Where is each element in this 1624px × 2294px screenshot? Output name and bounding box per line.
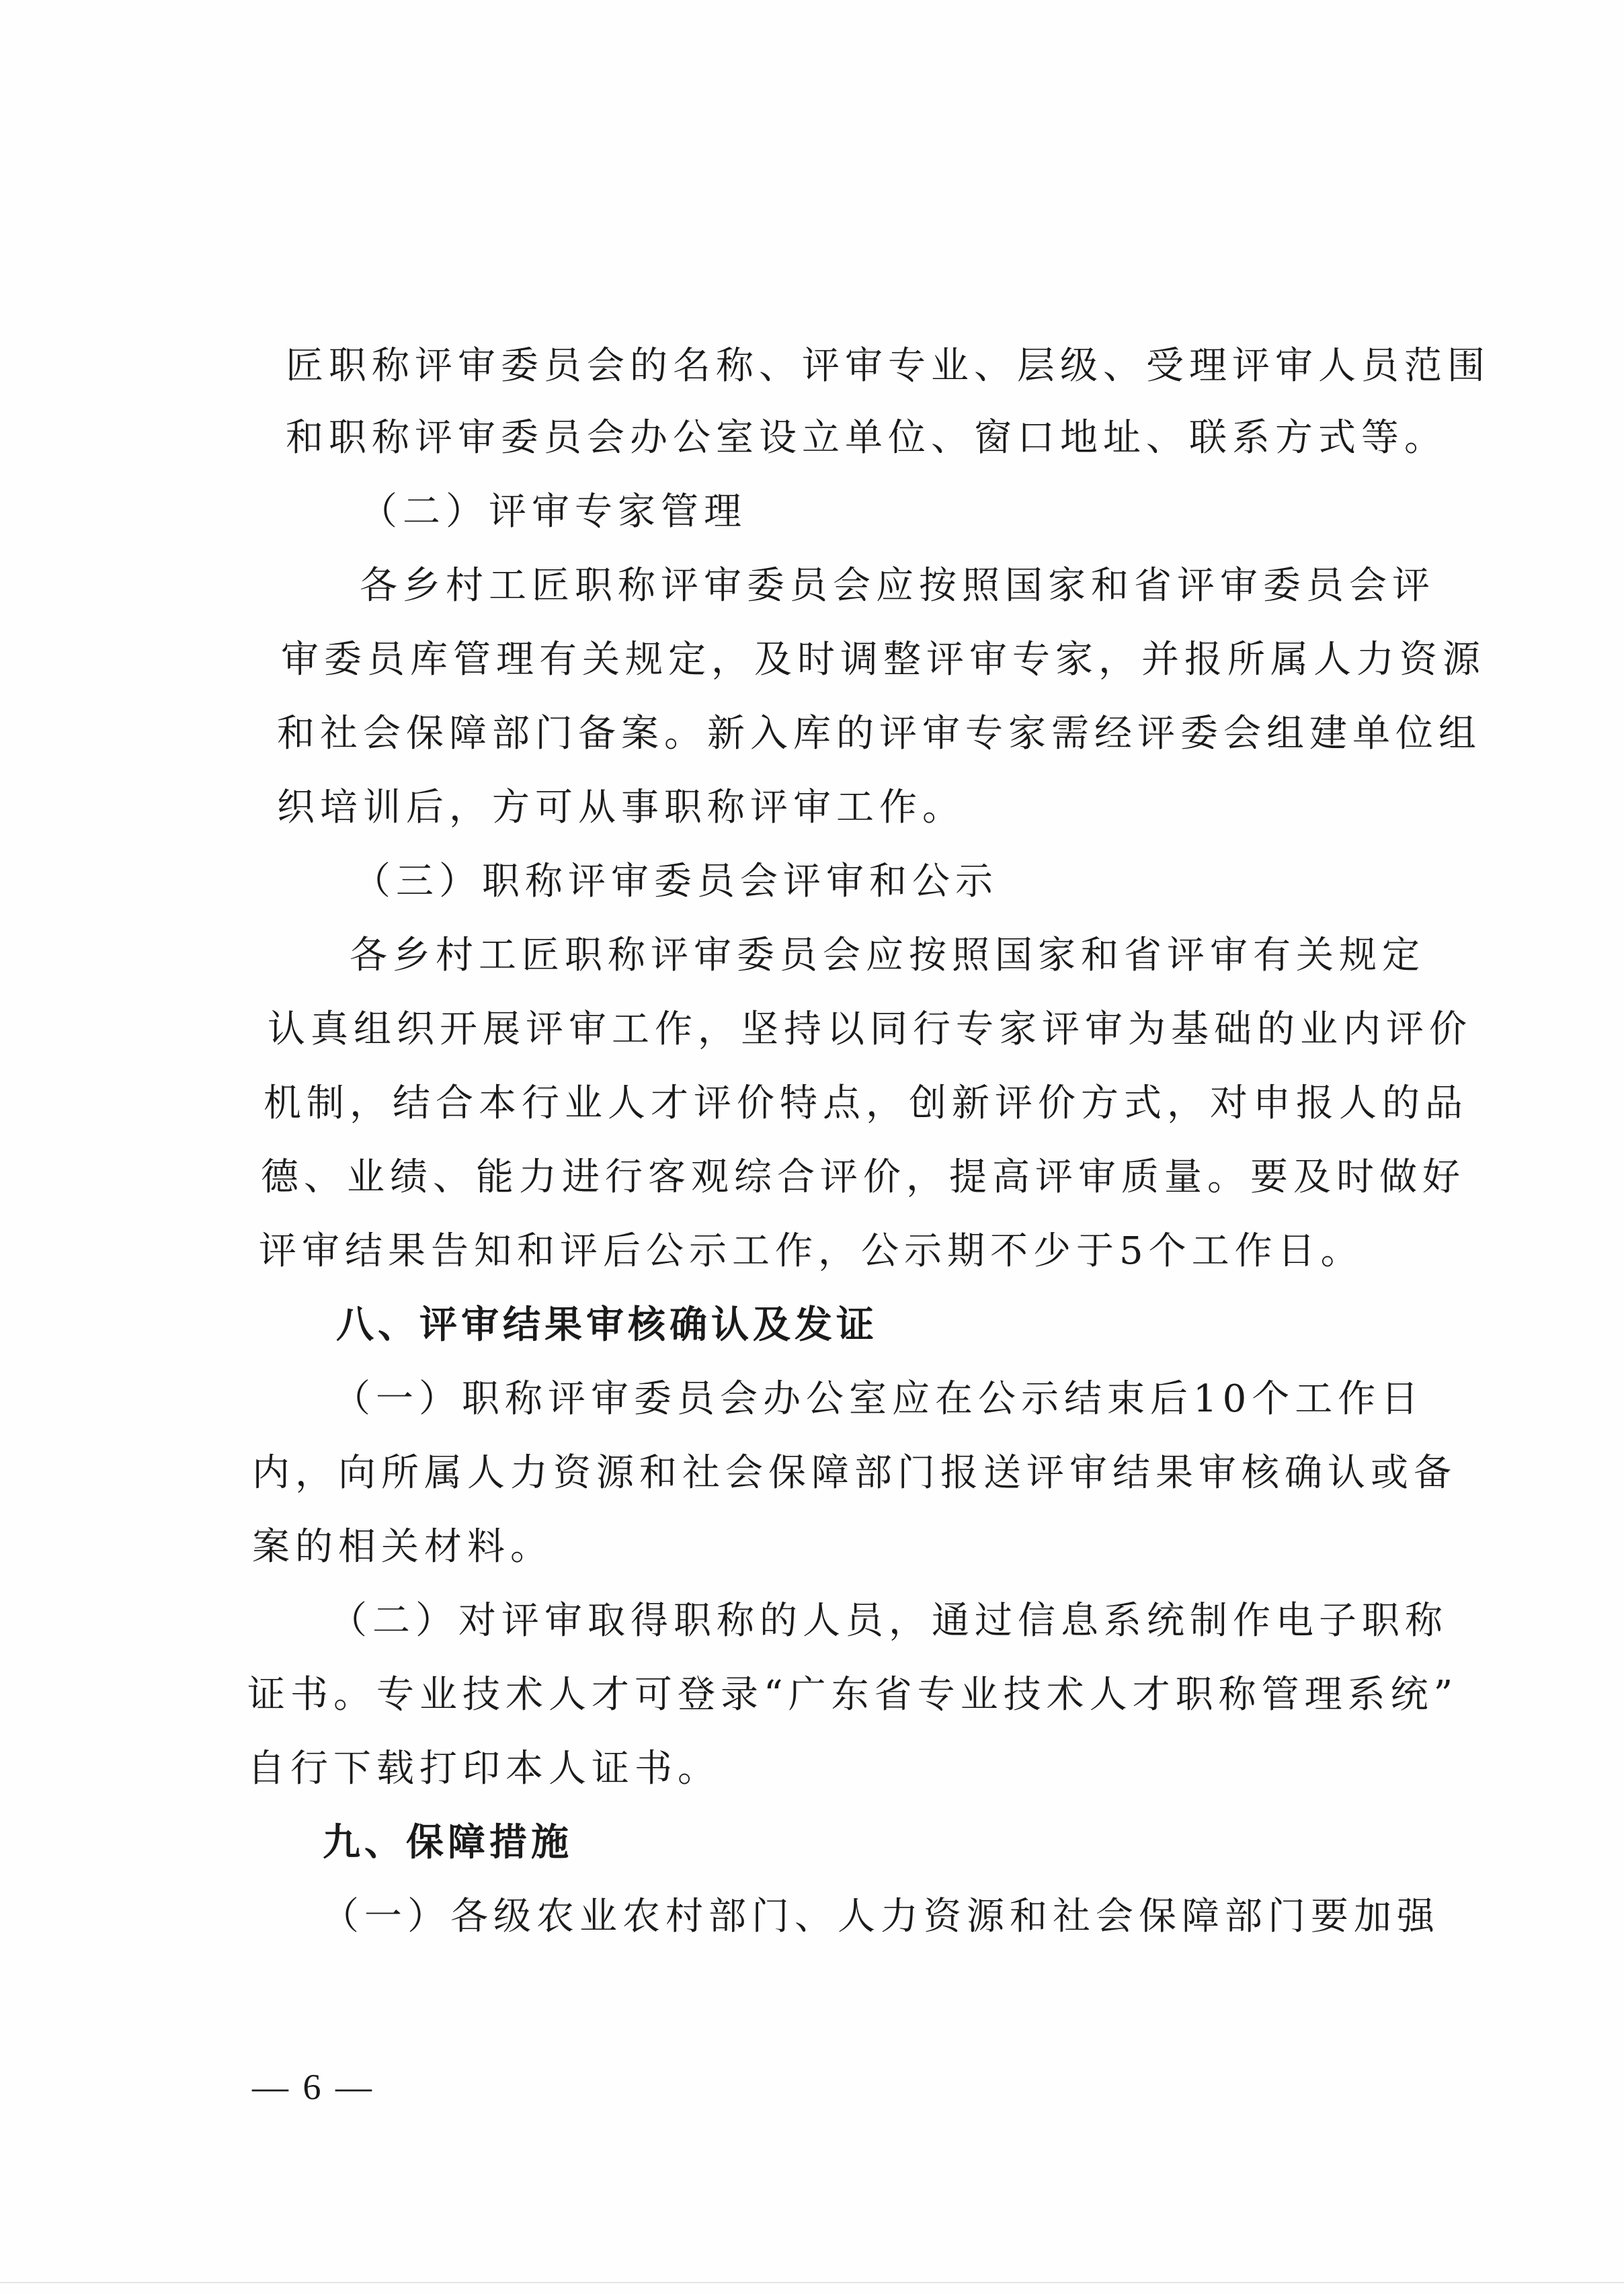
text-line: 和职称评审委员会办公室设立单位、窗口地址、联系方式等。 (286, 416, 1447, 460)
text-line: 匠职称评审委员会的名称、评审专业、层级、受理评审人员范围 (286, 344, 1490, 388)
text-line: （一）职称评审委员会办公室应在公示结束后10个工作日 (333, 1377, 1424, 1421)
text-line: 审委员库管理有关规定，及时调整评审专家，并报所属人力资源 (281, 638, 1486, 682)
text-line: 德、业绩、能力进行客观综合评价，提高评审质量。要及时做好 (261, 1155, 1465, 1199)
text-line: （一）各级农业农村部门、人力资源和社会保障部门要加强 (321, 1895, 1440, 1938)
text-line: 自行下载打印本人证书。 (247, 1747, 721, 1791)
subheading: （三）职称评审委员会评审和公示 (353, 860, 998, 903)
text-line: 认真组织开展评审工作，坚持以同行专家评审为基础的业内评价 (268, 1008, 1472, 1051)
scan-edge (0, 2282, 1624, 2283)
section-heading: 八、评审结果审核确认及发证 (336, 1303, 878, 1347)
text-line: 各乡村工匠职称评审委员会应按照国家和省评审委员会评 (360, 564, 1435, 608)
section-heading: 九、保障措施 (323, 1821, 573, 1865)
text-line: 各乡村工匠职称评审委员会应按照国家和省评审有关规定 (350, 934, 1425, 977)
page-number: — 6 — (252, 2067, 374, 2107)
text-line: 和社会保障部门备案。新入库的评审专家需经评委会组建单位组 (277, 712, 1481, 755)
text-line: 织培训后，方可从事职称评审工作。 (277, 786, 965, 829)
text-line: 证书。专业技术人才可登录“广东省专业技术人才职称管理系统” (247, 1673, 1459, 1717)
text-line: 机制，结合本行业人才评价特点，创新评价方式，对申报人的品 (263, 1081, 1468, 1125)
subheading: （二）评审专家管理 (360, 490, 747, 534)
text-line: 内，向所属人力资源和社会保障部门报送评审结果审核确认或备 (252, 1451, 1457, 1495)
text-line: 案的相关材料。 (252, 1525, 553, 1569)
text-line: 评审结果告知和评后公示工作，公示期不少于5个工作日。 (259, 1229, 1364, 1273)
text-line: （二）对评审取得职称的人员，通过信息系统制作电子职称 (329, 1599, 1448, 1643)
